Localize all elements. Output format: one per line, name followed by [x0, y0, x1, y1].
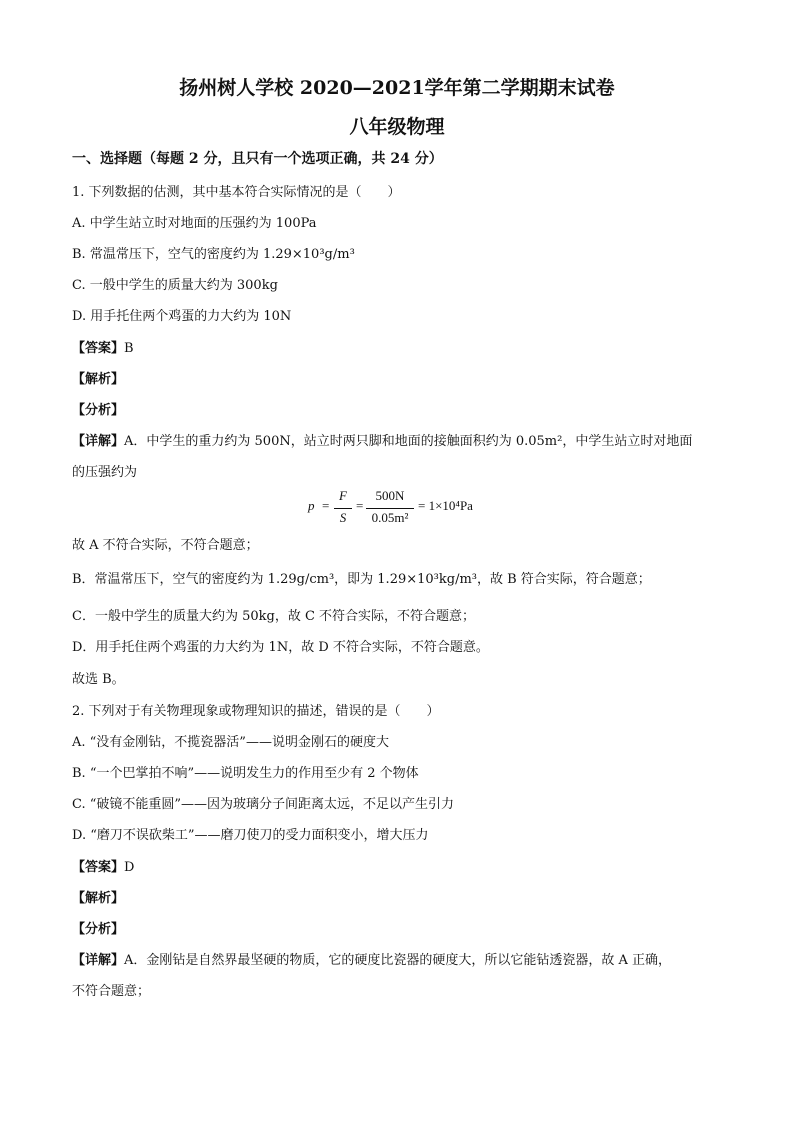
q1-stem: 1. 下列数据的估测，其中基本符合实际情况的是（ ） — [72, 185, 401, 200]
q2-analysis-label: 【解析】 — [72, 891, 125, 906]
q2-option-b: B. “一个巴掌拍不响”——说明发生力的作用至少有 2 个物体 — [72, 766, 419, 781]
detail-a-text: A．中学生的重力约为 500N，站立时两只脚和地面的接触面积约为 0.05m²，中学生站立时对地面 — [124, 434, 693, 449]
section-heading: 一、选择题（每题 2 分，且只有一个选项正确，共 24 分） — [72, 151, 443, 167]
formula-result: = 1×10⁴Pa — [418, 498, 473, 513]
page-title: 扬州树人学校 2020—2021学年第二学期期末试卷 — [179, 77, 615, 99]
q1-option-c: C. 一般中学生的质量大约为 300kg — [72, 278, 278, 293]
formula-lhs: p — [308, 498, 315, 513]
fraction-den: S — [339, 510, 347, 525]
fraction-values — [366, 488, 414, 528]
page-subtitle: 八年级物理 — [349, 116, 445, 138]
q2-fenxi-label: 【分析】 — [72, 922, 125, 937]
q1-option-b: B. 常温常压下，空气的密度约为 1.29×10³g/m³ — [72, 247, 355, 262]
fraction-value-den: 0.05m² — [371, 510, 409, 525]
fraction-num: F — [339, 488, 347, 503]
fraction-value-bar — [366, 508, 414, 509]
fraction-f-over-s — [334, 488, 352, 528]
detail-label: 【详解】 — [72, 953, 125, 968]
q1-detail-b: B．常温常压下，空气的密度约为 1.29g/cm³，即为 1.29×10³kg/m³，故 B 符合实际，符合题意； — [72, 572, 651, 587]
answer-value: D — [124, 860, 135, 875]
q1-detail-c: C．一般中学生的质量大约为 50kg，故 C 不符合实际，不符合题意； — [72, 609, 476, 624]
q1-detail-a-line2: 的压强约为 — [72, 465, 138, 480]
answer-value: B — [124, 341, 134, 356]
pressure-formula — [0, 486, 794, 528]
detail-a-text: A．金刚钻是自然界最坚硬的物质，它的硬度比瓷器的硬度大，所以它能钻透瓷器，故 A 正确， — [124, 953, 672, 968]
q1-answer — [72, 340, 134, 358]
q2-answer — [72, 859, 134, 877]
q2-detail-a-line1 — [72, 952, 671, 970]
q1-fenxi-label: 【分析】 — [72, 403, 125, 418]
answer-label: 【答案】 — [72, 341, 125, 356]
fraction-bar — [334, 508, 352, 509]
q1-detail-a-line3: 故 A 不符合实际，不符合题意； — [72, 538, 259, 553]
q1-detail-d: D．用手托住两个鸡蛋的力大约为 1N，故 D 不符合实际，不符合题意。 — [72, 640, 489, 655]
q2-option-a: A. “没有金刚钻，不揽瓷器活”——说明金刚石的硬度大 — [72, 735, 389, 750]
q1-option-a: A. 中学生站立时对地面的压强约为 100Pa — [72, 216, 317, 231]
q1-conclusion: 故选 B。 — [72, 672, 125, 687]
q2-option-d: D. “磨刀不误砍柴工”——磨刀使刀的受力面积变小，增大压力 — [72, 828, 429, 843]
q2-option-c: C. “破镜不能重圆”——因为玻璃分子间距离太远，不足以产生引力 — [72, 797, 455, 812]
answer-label: 【答案】 — [72, 860, 125, 875]
q1-detail-a-line1 — [72, 433, 692, 451]
q2-detail-a-line2: 不符合题意； — [72, 984, 151, 999]
formula-eq: = — [322, 498, 330, 513]
q1-option-d: D. 用手托住两个鸡蛋的力大约为 10N — [72, 309, 292, 324]
detail-label: 【详解】 — [72, 434, 125, 449]
formula-eq2: = — [356, 498, 364, 513]
q2-stem: 2. 下列对于有关物理现象或物理知识的描述，错误的是（ ） — [72, 704, 440, 719]
q1-analysis-label: 【解析】 — [72, 372, 125, 387]
fraction-value-num: 500N — [375, 488, 405, 503]
